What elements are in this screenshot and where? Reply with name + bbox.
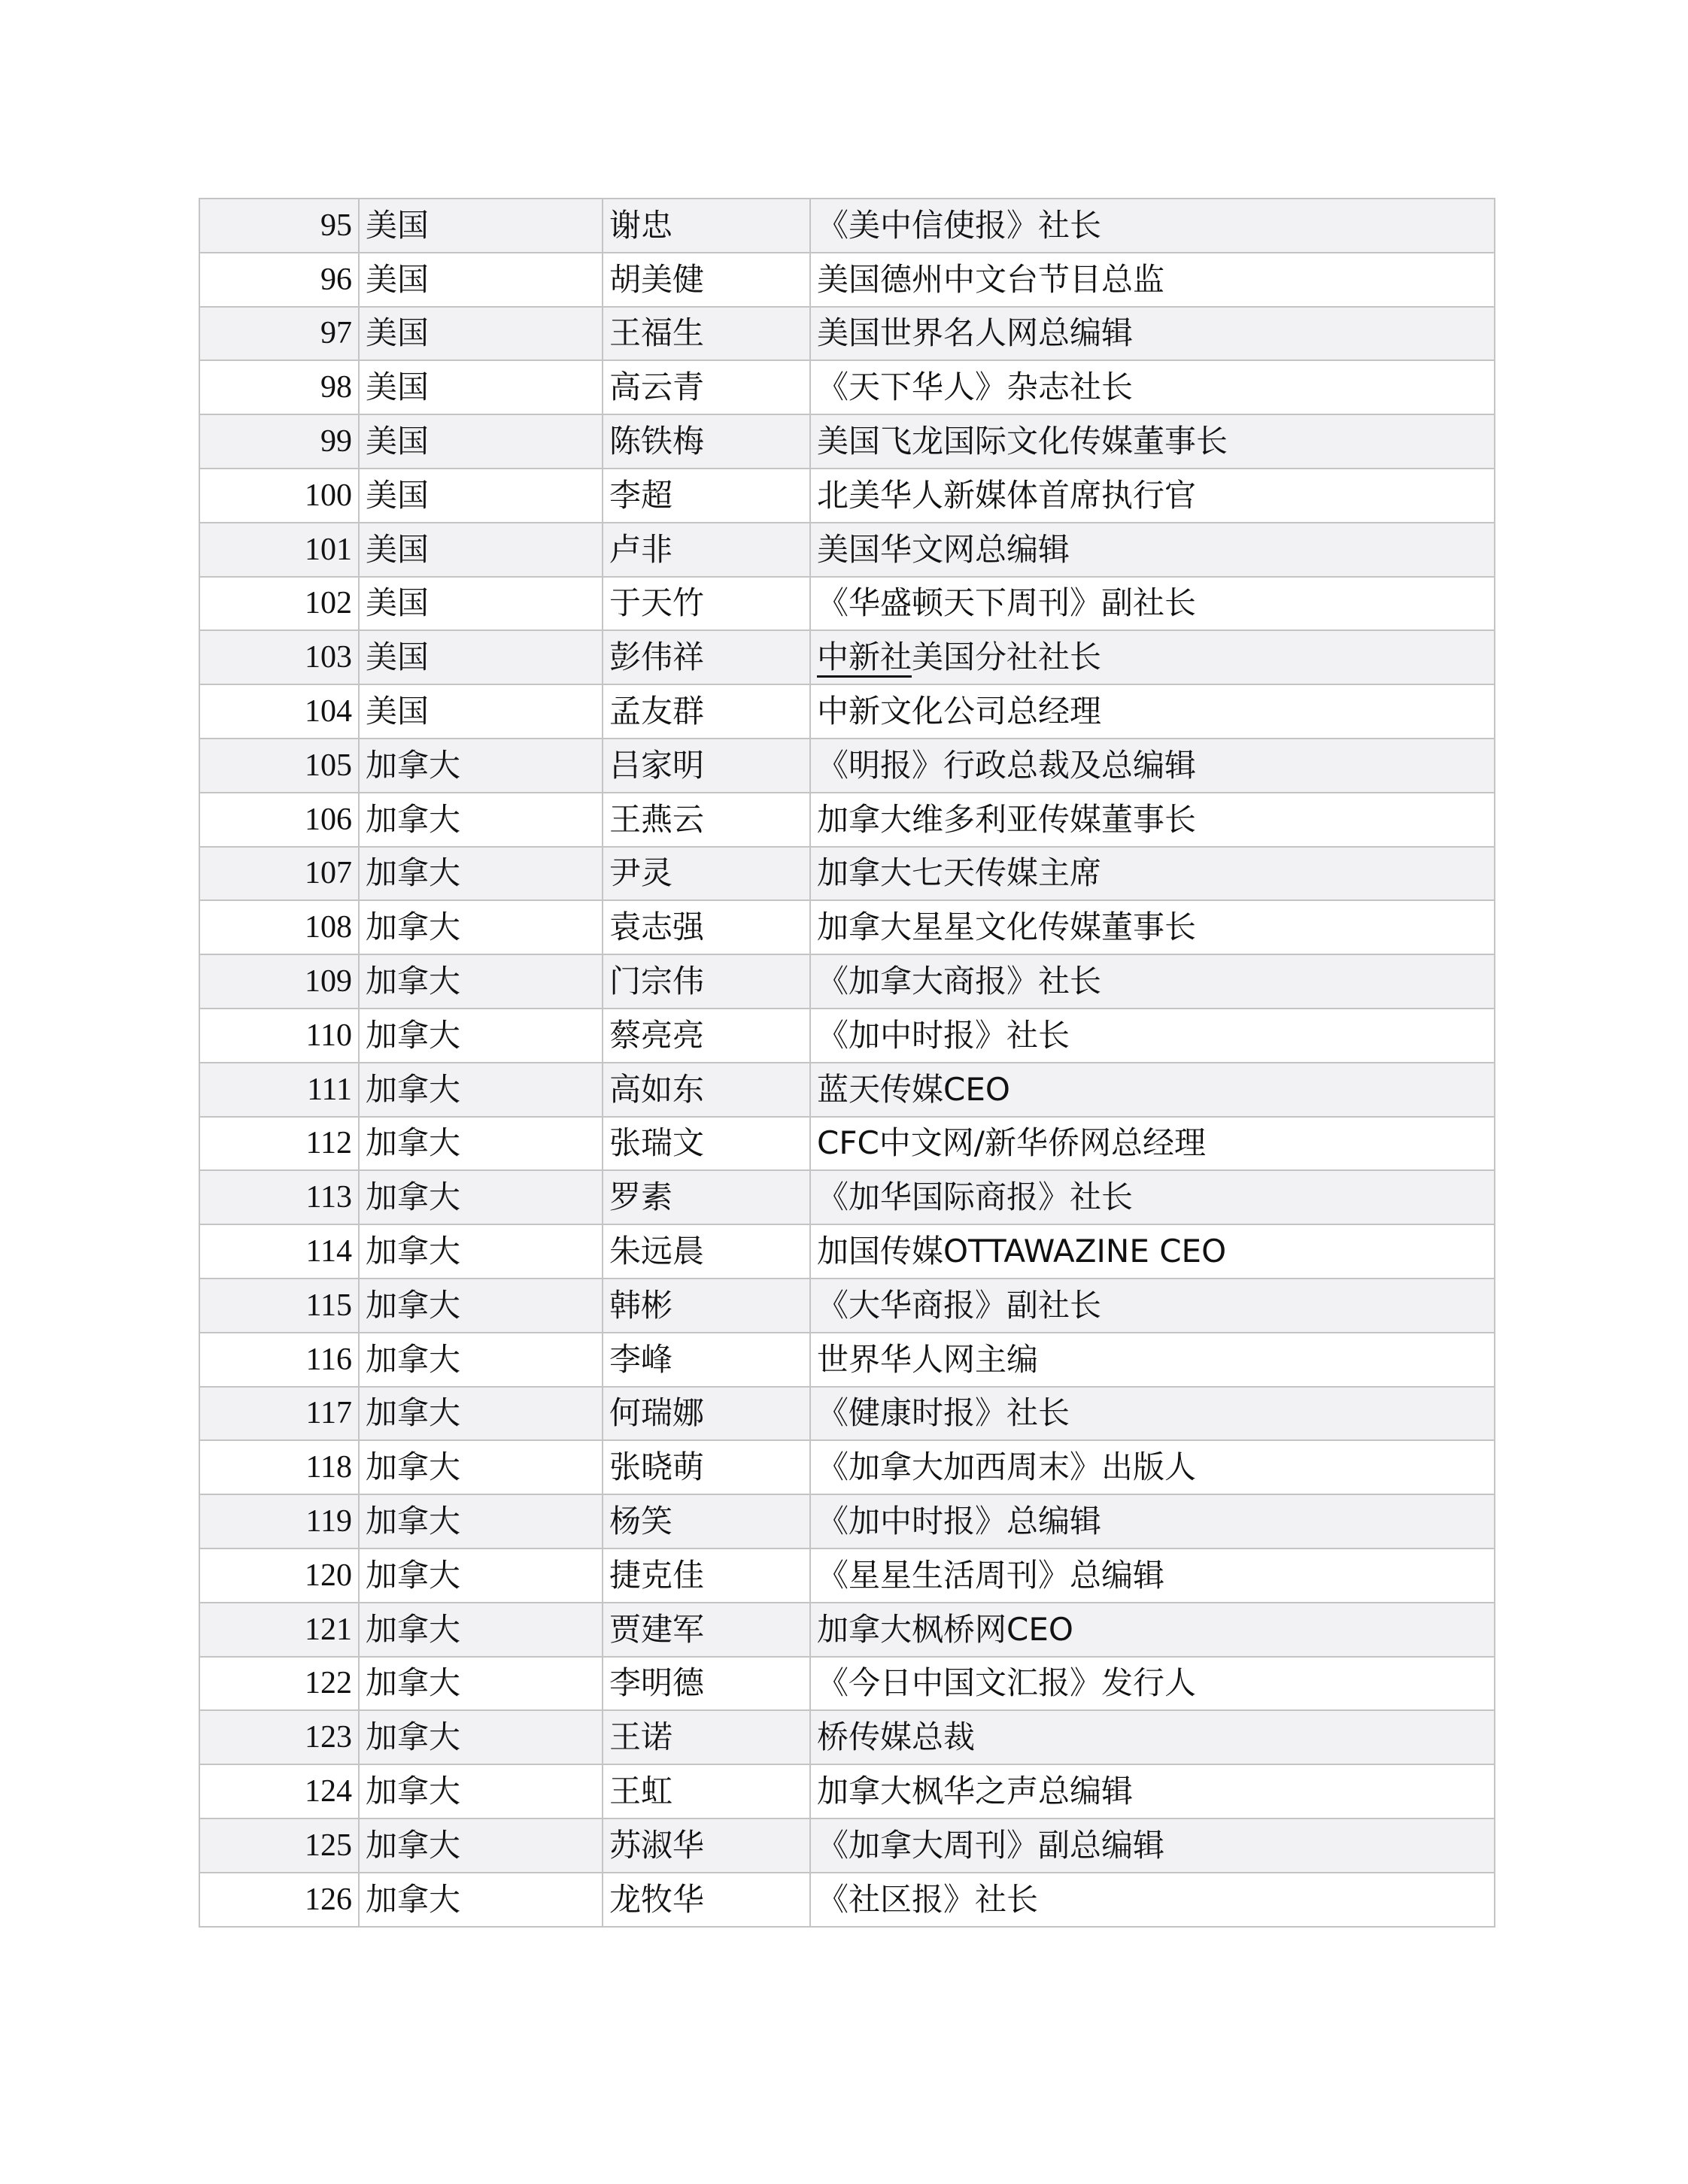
table-row bbox=[199, 360, 1495, 414]
name-cell: 孟友群 bbox=[603, 684, 810, 739]
title-cell: 《加中时报》总编辑 bbox=[810, 1494, 1495, 1549]
row-number-cell: 112 bbox=[199, 1117, 359, 1171]
table-row bbox=[199, 469, 1495, 523]
title-cell: 《加拿大周刊》副总编辑 bbox=[810, 1818, 1495, 1873]
row-number-cell: 96 bbox=[199, 253, 359, 307]
country-cell: 加拿大 bbox=[359, 1170, 603, 1224]
row-number-cell: 103 bbox=[199, 630, 359, 684]
row-number-cell: 124 bbox=[199, 1764, 359, 1818]
name-cell: 谢忠 bbox=[603, 199, 810, 253]
country-cell: 加拿大 bbox=[359, 847, 603, 901]
row-number-cell: 118 bbox=[199, 1440, 359, 1494]
country-cell: 加拿大 bbox=[359, 1387, 603, 1441]
country-cell: 加拿大 bbox=[359, 739, 603, 793]
title-cell: 《今日中国文汇报》发行人 bbox=[810, 1657, 1495, 1711]
country-cell: 加拿大 bbox=[359, 1657, 603, 1711]
row-number-cell: 122 bbox=[199, 1657, 359, 1711]
table-row bbox=[199, 1657, 1495, 1711]
name-cell: 卢非 bbox=[603, 523, 810, 577]
country-cell: 加拿大 bbox=[359, 1333, 603, 1387]
title-cell: 美国世界名人网总编辑 bbox=[810, 307, 1495, 361]
name-cell: 韩彬 bbox=[603, 1279, 810, 1333]
table-row bbox=[199, 1224, 1495, 1279]
table-row bbox=[199, 793, 1495, 847]
table-row bbox=[199, 199, 1495, 253]
row-number-cell: 114 bbox=[199, 1224, 359, 1279]
title-cell: 《加中时报》社长 bbox=[810, 1009, 1495, 1063]
name-cell: 李明德 bbox=[603, 1657, 810, 1711]
country-cell: 美国 bbox=[359, 414, 603, 469]
title-cell: 中新文化公司总经理 bbox=[810, 684, 1495, 739]
table-row bbox=[199, 847, 1495, 901]
table-row bbox=[199, 1710, 1495, 1764]
name-cell: 吕家明 bbox=[603, 739, 810, 793]
title-cell: 《大华商报》副社长 bbox=[810, 1279, 1495, 1333]
country-cell: 加拿大 bbox=[359, 954, 603, 1009]
name-cell: 捷克佳 bbox=[603, 1549, 810, 1603]
table-row bbox=[199, 739, 1495, 793]
name-cell: 贾建军 bbox=[603, 1603, 810, 1657]
name-cell: 李峰 bbox=[603, 1333, 810, 1387]
title-cell: 《华盛顿天下周刊》副社长 bbox=[810, 577, 1495, 631]
country-cell: 美国 bbox=[359, 360, 603, 414]
title-cell: 世界华人网主编 bbox=[810, 1333, 1495, 1387]
name-cell: 彭伟祥 bbox=[603, 630, 810, 684]
title-cell: 《社区报》社长 bbox=[810, 1873, 1495, 1927]
table-row bbox=[199, 1117, 1495, 1171]
table-row bbox=[199, 1333, 1495, 1387]
country-cell: 加拿大 bbox=[359, 1117, 603, 1171]
title-cell: 加国传媒OTTAWAZINE CEO bbox=[810, 1224, 1495, 1279]
row-number-cell: 117 bbox=[199, 1387, 359, 1441]
title-text: 美国分社社长 bbox=[912, 639, 1102, 676]
table-row bbox=[199, 1170, 1495, 1224]
table-row bbox=[199, 1009, 1495, 1063]
title-cell: 《加华国际商报》社长 bbox=[810, 1170, 1495, 1224]
name-cell: 胡美健 bbox=[603, 253, 810, 307]
title-cell: 《健康时报》社长 bbox=[810, 1387, 1495, 1441]
name-cell: 李超 bbox=[603, 469, 810, 523]
attendee-table bbox=[199, 198, 1495, 1928]
country-cell: 加拿大 bbox=[359, 1494, 603, 1549]
country-cell: 加拿大 bbox=[359, 900, 603, 954]
table-row bbox=[199, 900, 1495, 954]
table-row bbox=[199, 954, 1495, 1009]
title-cell: 美国华文网总编辑 bbox=[810, 523, 1495, 577]
country-cell: 美国 bbox=[359, 630, 603, 684]
name-cell: 张晓萌 bbox=[603, 1440, 810, 1494]
country-cell: 加拿大 bbox=[359, 1009, 603, 1063]
attendee-table-body bbox=[199, 199, 1495, 1927]
country-cell: 美国 bbox=[359, 307, 603, 361]
title-cell bbox=[810, 630, 1495, 684]
name-cell: 苏淑华 bbox=[603, 1818, 810, 1873]
title-cell: 《加拿大商报》社长 bbox=[810, 954, 1495, 1009]
country-cell: 加拿大 bbox=[359, 1603, 603, 1657]
row-number-cell: 101 bbox=[199, 523, 359, 577]
row-number-cell: 97 bbox=[199, 307, 359, 361]
name-cell: 杨笑 bbox=[603, 1494, 810, 1549]
title-cell: 美国德州中文台节目总监 bbox=[810, 253, 1495, 307]
country-cell: 美国 bbox=[359, 199, 603, 253]
title-cell: 加拿大星星文化传媒董事长 bbox=[810, 900, 1495, 954]
table-row bbox=[199, 1764, 1495, 1818]
table-row bbox=[199, 1603, 1495, 1657]
table-row bbox=[199, 630, 1495, 684]
country-cell: 美国 bbox=[359, 469, 603, 523]
underlined-text: 中新社 bbox=[817, 639, 912, 678]
name-cell: 尹灵 bbox=[603, 847, 810, 901]
title-cell: 《美中信使报》社长 bbox=[810, 199, 1495, 253]
row-number-cell: 116 bbox=[199, 1333, 359, 1387]
row-number-cell: 102 bbox=[199, 577, 359, 631]
table-row bbox=[199, 253, 1495, 307]
table-row bbox=[199, 1387, 1495, 1441]
country-cell: 加拿大 bbox=[359, 1279, 603, 1333]
row-number-cell: 113 bbox=[199, 1170, 359, 1224]
table-row bbox=[199, 1549, 1495, 1603]
row-number-cell: 115 bbox=[199, 1279, 359, 1333]
title-cell: 加拿大七天传媒主席 bbox=[810, 847, 1495, 901]
row-number-cell: 104 bbox=[199, 684, 359, 739]
table-row bbox=[199, 577, 1495, 631]
table-row bbox=[199, 1873, 1495, 1927]
title-cell: 美国飞龙国际文化传媒董事长 bbox=[810, 414, 1495, 469]
name-cell: 罗素 bbox=[603, 1170, 810, 1224]
name-cell: 王虹 bbox=[603, 1764, 810, 1818]
title-cell: 加拿大枫华之声总编辑 bbox=[810, 1764, 1495, 1818]
row-number-cell: 120 bbox=[199, 1549, 359, 1603]
title-cell: 《星星生活周刊》总编辑 bbox=[810, 1549, 1495, 1603]
row-number-cell: 123 bbox=[199, 1710, 359, 1764]
name-cell: 蔡亮亮 bbox=[603, 1009, 810, 1063]
name-cell: 袁志强 bbox=[603, 900, 810, 954]
name-cell: 王诺 bbox=[603, 1710, 810, 1764]
row-number-cell: 95 bbox=[199, 199, 359, 253]
table-row bbox=[199, 684, 1495, 739]
country-cell: 美国 bbox=[359, 253, 603, 307]
country-cell: 加拿大 bbox=[359, 1873, 603, 1927]
title-cell: 蓝天传媒CEO bbox=[810, 1063, 1495, 1117]
title-cell: 《天下华人》杂志社长 bbox=[810, 360, 1495, 414]
row-number-cell: 119 bbox=[199, 1494, 359, 1549]
row-number-cell: 99 bbox=[199, 414, 359, 469]
table-row bbox=[199, 1818, 1495, 1873]
country-cell: 加拿大 bbox=[359, 1224, 603, 1279]
title-cell: CFC中文网/新华侨网总经理 bbox=[810, 1117, 1495, 1171]
name-cell: 朱远晨 bbox=[603, 1224, 810, 1279]
country-cell: 加拿大 bbox=[359, 1710, 603, 1764]
name-cell: 张瑞文 bbox=[603, 1117, 810, 1171]
table-row bbox=[199, 414, 1495, 469]
country-cell: 加拿大 bbox=[359, 1764, 603, 1818]
row-number-cell: 125 bbox=[199, 1818, 359, 1873]
country-cell: 美国 bbox=[359, 577, 603, 631]
title-cell: 加拿大枫桥网CEO bbox=[810, 1603, 1495, 1657]
table-row bbox=[199, 1440, 1495, 1494]
row-number-cell: 126 bbox=[199, 1873, 359, 1927]
row-number-cell: 98 bbox=[199, 360, 359, 414]
row-number-cell: 110 bbox=[199, 1009, 359, 1063]
country-cell: 加拿大 bbox=[359, 1818, 603, 1873]
title-cell: 桥传媒总裁 bbox=[810, 1710, 1495, 1764]
row-number-cell: 106 bbox=[199, 793, 359, 847]
country-cell: 美国 bbox=[359, 523, 603, 577]
country-cell: 加拿大 bbox=[359, 1549, 603, 1603]
name-cell: 何瑞娜 bbox=[603, 1387, 810, 1441]
name-cell: 高如东 bbox=[603, 1063, 810, 1117]
country-cell: 加拿大 bbox=[359, 1440, 603, 1494]
name-cell: 龙牧华 bbox=[603, 1873, 810, 1927]
row-number-cell: 111 bbox=[199, 1063, 359, 1117]
name-cell: 王燕云 bbox=[603, 793, 810, 847]
title-cell: 《加拿大加西周末》出版人 bbox=[810, 1440, 1495, 1494]
row-number-cell: 100 bbox=[199, 469, 359, 523]
name-cell: 王福生 bbox=[603, 307, 810, 361]
row-number-cell: 105 bbox=[199, 739, 359, 793]
title-cell: 《明报》行政总裁及总编辑 bbox=[810, 739, 1495, 793]
row-number-cell: 107 bbox=[199, 847, 359, 901]
country-cell: 美国 bbox=[359, 684, 603, 739]
name-cell: 门宗伟 bbox=[603, 954, 810, 1009]
name-cell: 高云青 bbox=[603, 360, 810, 414]
row-number-cell: 121 bbox=[199, 1603, 359, 1657]
table-row bbox=[199, 1494, 1495, 1549]
country-cell: 加拿大 bbox=[359, 793, 603, 847]
row-number-cell: 108 bbox=[199, 900, 359, 954]
name-cell: 于天竹 bbox=[603, 577, 810, 631]
table-row bbox=[199, 307, 1495, 361]
table-row bbox=[199, 1279, 1495, 1333]
country-cell: 加拿大 bbox=[359, 1063, 603, 1117]
title-cell: 加拿大维多利亚传媒董事长 bbox=[810, 793, 1495, 847]
row-number-cell: 109 bbox=[199, 954, 359, 1009]
title-cell: 北美华人新媒体首席执行官 bbox=[810, 469, 1495, 523]
name-cell: 陈铁梅 bbox=[603, 414, 810, 469]
table-row bbox=[199, 523, 1495, 577]
table-row bbox=[199, 1063, 1495, 1117]
